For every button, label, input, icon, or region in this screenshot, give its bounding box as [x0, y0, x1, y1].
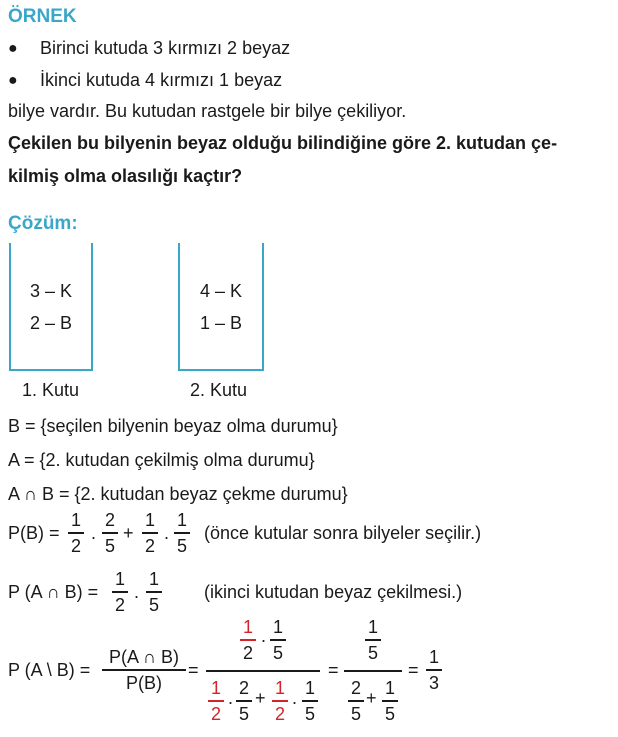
box-1-label: 1. Kutu — [22, 380, 80, 400]
pb-lhs: P(B) = — [8, 523, 60, 543]
box-2 — [178, 243, 264, 371]
fraction: 2 5 — [236, 678, 252, 724]
fraction: 1 2 — [68, 510, 84, 556]
fraction: 1 2 — [272, 678, 288, 724]
definition-b: B = {seçilen bilyenin beyaz olma durumu} — [8, 416, 338, 436]
fraction: 1 2 — [240, 617, 256, 663]
bullet-text-1: Birinci kutuda 3 kırmızı 2 beyaz — [40, 38, 291, 58]
box-1 — [9, 243, 93, 371]
fraction: 1 2 — [208, 678, 224, 724]
fraction: 2 5 — [348, 678, 364, 724]
box-2-label: 2. Kutu — [190, 380, 248, 400]
definition-a: A = {2. kutudan çekilmiş olma durumu} — [8, 450, 315, 470]
fraction: 1 5 — [302, 678, 318, 724]
fraction-bar — [206, 670, 320, 672]
pab-lhs: P (A ∩ B) = — [8, 582, 99, 602]
fraction: 1 5 — [146, 569, 162, 615]
example-header: ÖRNEK — [8, 6, 77, 27]
box-2-white: 1 – B — [199, 313, 243, 333]
bullet-icon: ● — [8, 72, 18, 89]
solution-header: Çözüm: — [8, 213, 78, 234]
question-line-1: Çekilen bu bilyenin beyaz olduğu bilindiğine göre 2. kutudan çe- — [8, 133, 558, 153]
question-line-2: kilmiş olma olasılığı kaçtır? — [8, 166, 243, 186]
box-1-white: 2 – B — [29, 313, 73, 333]
box-2-red: 4 – K — [199, 281, 243, 301]
fraction: P(A ∩ B) P(B) — [102, 647, 186, 693]
definition-a-and-b: A ∩ B = {2. kutudan beyaz çekme durumu} — [8, 484, 348, 504]
fraction: 2 5 — [102, 510, 118, 556]
pab-note: (ikinci kutudan beyaz çekilmesi.) — [204, 582, 463, 602]
box-1-red: 3 – K — [29, 281, 73, 301]
pb-note: (önce kutular sonra bilyeler seçilir.) — [204, 523, 482, 543]
fraction: 1 5 — [174, 510, 190, 556]
bullet-icon: ● — [8, 40, 18, 57]
bullet-text-2: İkinci kutuda 4 kırmızı 1 beyaz — [40, 70, 283, 90]
result-fraction: 1 3 — [426, 647, 442, 693]
fraction-bar — [344, 670, 402, 672]
problem-text: bilye vardır. Bu kutudan rastgele bir bilye çekiliyor. — [8, 101, 407, 121]
fraction: 1 5 — [382, 678, 398, 724]
fraction: 1 5 — [270, 617, 286, 663]
fraction: 1 5 — [365, 617, 381, 663]
cond-lhs: P (A \ B) = — [8, 660, 91, 680]
fraction: 1 2 — [142, 510, 158, 556]
fraction: 1 2 — [112, 569, 128, 615]
